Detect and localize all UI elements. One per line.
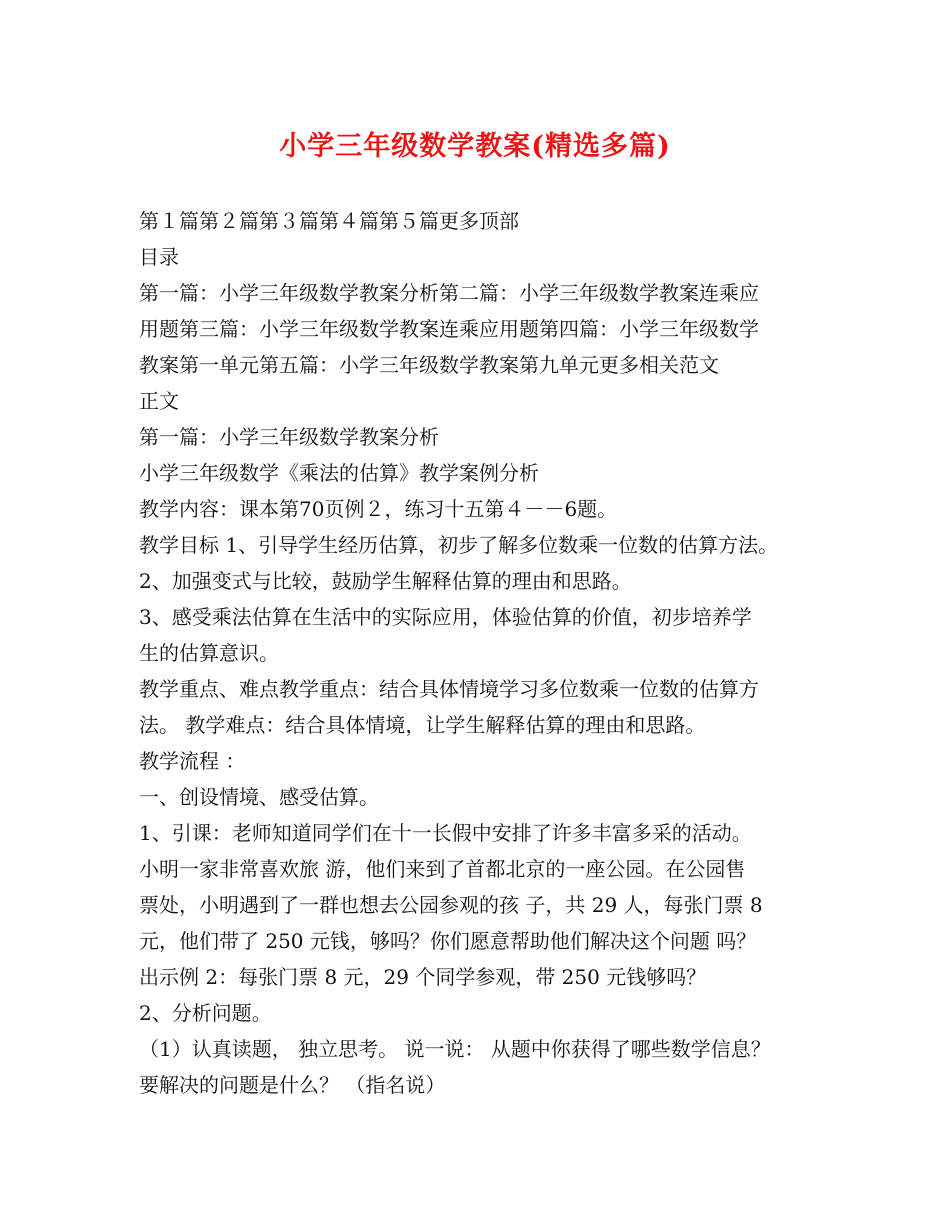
paragraph-line: 出示例 2：每张门票 8 元，29 个同学参观，带 250 元钱够吗？ [139, 965, 707, 989]
paragraph-line: 3、感受乘法估算在生活中的实际应用，体验估算的价值，初步培养学 [139, 605, 752, 629]
paragraph-line: 2、分析问题。 [139, 1001, 272, 1025]
paragraph-line: 一、创设情境、感受估算。 [139, 785, 379, 809]
paragraph-line: 用题第三篇：小学三年级数学教案连乘应用题第四篇：小学三年级数学 [139, 317, 759, 341]
paragraph-line: （1）认真读题， 独立思考。 说一说： 从题中你获得了哪些数学信息？ [139, 1037, 771, 1061]
paragraph-line: 教学目标 1、引导学生经历估算，初步了解多位数乘一位数的估算方法。 [139, 533, 779, 557]
paragraph-line: 2、加强变式与比较，鼓励学生解释估算的理由和思路。 [139, 569, 632, 593]
document-body [139, 203, 839, 1103]
paragraph-line: 教学重点、难点教学重点：结合具体情境学习多位数乘一位数的估算方 [139, 677, 759, 701]
paragraph-line: 小学三年级数学《乘法的估算》教学案例分析 [139, 461, 539, 485]
paragraph-line: 教学流程 ： [139, 749, 246, 773]
paragraph-line: 元，他们带了 250 元钱，够吗？你们愿意帮助他们解决这个问题 吗？ [139, 929, 757, 953]
section-heading: 第一篇：小学三年级数学教案分析 [139, 425, 439, 449]
paragraph-line: 票处，小明遇到了一群也想去公园参观的孩 子，共 29 人，每张门票 8 [139, 893, 763, 917]
paragraph-line: 教学内容：课本第70页例２，练习十五第４－－6题。 [139, 497, 618, 521]
document-title: 小学三年级数学教案(精选多篇) [279, 131, 671, 162]
paragraph-line: 1、引课：老师知道同学们在十一长假中安排了许多丰富多采的活动。 [139, 821, 752, 845]
paragraph-line: 第一篇：小学三年级数学教案分析第二篇：小学三年级数学教案连乘应 [139, 281, 759, 305]
body-heading: 正文 [139, 389, 179, 413]
toc-heading: 目录 [139, 245, 179, 269]
paragraph-line: 法。 教学难点：结合具体情境，让学生解释估算的理由和思路。 [139, 713, 706, 737]
paragraph-line: 要解决的问题是什么？ （指名说） [139, 1073, 446, 1097]
paragraph-line: 小明一家非常喜欢旅 游，他们来到了首都北京的一座公园。在公园售 [139, 857, 746, 881]
paragraph-line: 教案第一单元第五篇：小学三年级数学教案第九单元更多相关范文 [139, 353, 719, 377]
toc-links: 第１篇第２篇第３篇第４篇第５篇更多顶部 [139, 209, 519, 233]
paragraph-line: 生的估算意识。 [139, 641, 279, 665]
